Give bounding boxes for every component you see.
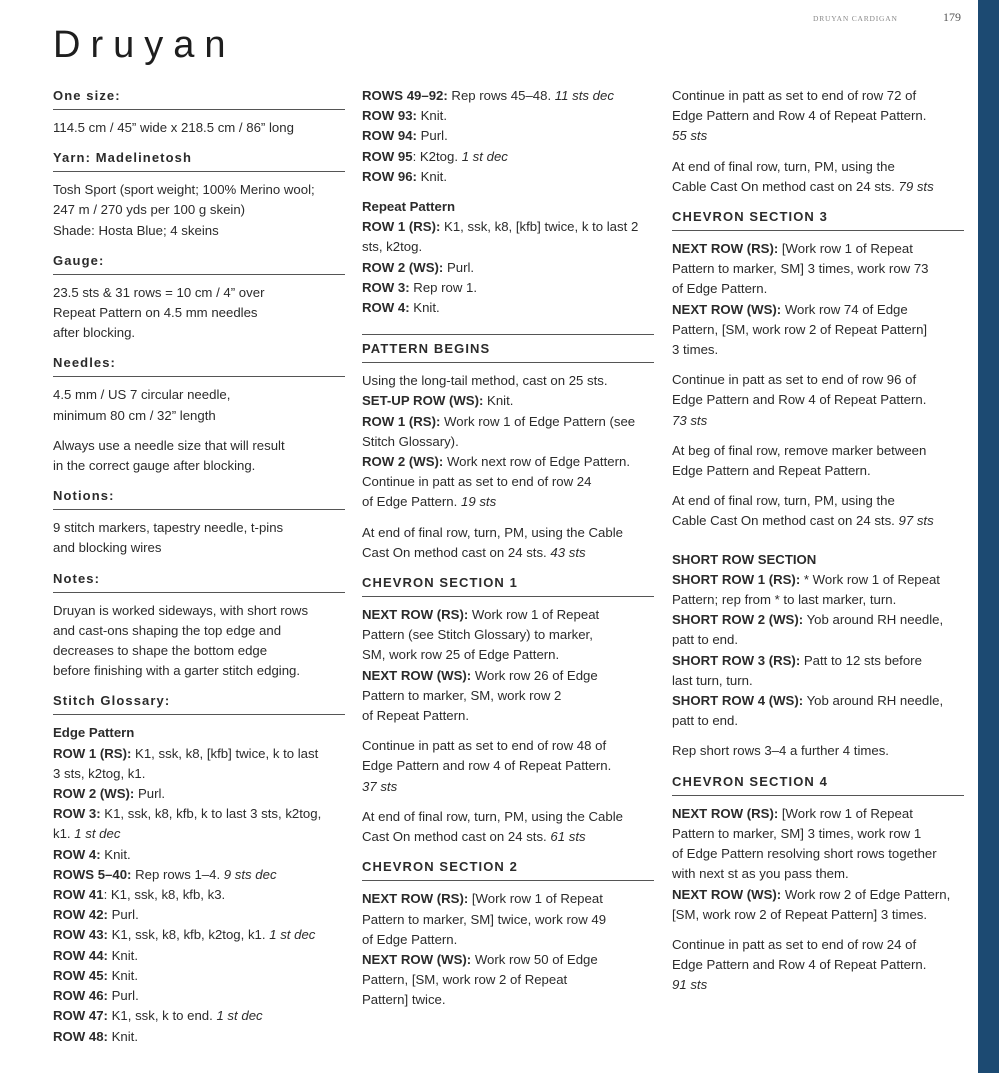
edge-row-42: ROW 42: Purl. <box>53 907 139 923</box>
column-materials <box>53 86 345 1047</box>
edge-row-45: ROW 45: Knit. <box>53 967 139 983</box>
edge-row-96: ROW 96: Knit. <box>362 168 448 184</box>
pattern-begins-heading: PATTERN BEGINS <box>362 334 654 363</box>
edge-row-94: ROW 94: Purl. <box>362 128 448 144</box>
needles-heading: Needles: <box>53 353 345 377</box>
notes-text: Druyan is worked sideways, with short rows and cast-ons shaping the top edge and decreases to shape the bottom edge before finishing with a garter stitch edging. <box>53 602 309 679</box>
size-text: 114.5 cm / 45” wide x 218.5 cm / 86” long <box>53 120 294 135</box>
edge-rows-5-40: ROWS 5–40: Rep rows 1–4. 9 sts dec <box>53 866 277 882</box>
column-instructions-2 <box>672 86 964 1006</box>
chevron-4-heading: CHEVRON SECTION 4 <box>672 772 964 796</box>
glossary-heading: Stitch Glossary: <box>53 691 345 715</box>
chevron-1-continue: Continue in patt as set to end of row 48 of Edge Pattern and row 4 of Repeat Pattern. 37 sts <box>362 738 612 794</box>
page-number: 179 <box>943 10 961 24</box>
chevron-3-next-rows: NEXT ROW (RS): [Work row 1 of Repeat Pattern to marker, SM] 3 times, work row 73 of Edge Pattern. NEXT ROW (WS): Work row 74 of Edge Pattern, [SM, work row 2 of Repeat Pattern] 3 times. <box>672 241 929 358</box>
needles-text: 4.5 mm / US 7 circular needle, minimum 80 cm / 32” length <box>53 387 231 423</box>
short-row-repeat: Rep short rows 3–4 a further 4 times. <box>672 743 889 759</box>
running-header: DRUYAN CARDIGAN <box>813 14 898 23</box>
chevron-3-heading: CHEVRON SECTION 3 <box>672 207 964 231</box>
chevron-1-heading: CHEVRON SECTION 1 <box>362 573 654 597</box>
chevron-2-cast-on: At end of final row, turn, PM, using the Cable Cast On method cast on 24 sts. 79 sts <box>672 158 934 194</box>
edge-row-43: ROW 43: K1, ssk, k8, kfb, k2tog, k1. 1 st dec <box>53 927 316 943</box>
edge-row-1-cont: 3 sts, k2tog, k1. <box>53 765 146 781</box>
repeat-row-1-cont: sts, k2tog. <box>362 239 423 255</box>
chevron-3-cast-on: At end of final row, turn, PM, using the Cable Cast On method cast on 24 sts. 97 sts <box>672 493 934 529</box>
repeat-pattern-heading: Repeat Pattern <box>362 199 456 215</box>
pattern-begins-cast-on: At end of final row, turn, PM, using the Cable Cast On method cast on 24 sts. 43 sts <box>362 524 623 560</box>
pattern-begins-text: Using the long-tail method, cast on 25 sts. SET-UP ROW (WS): Knit. ROW 1 (RS): Work row 1 of Edge Pattern (see Stitch Glossary). ROW 2 (WS): Work next row of Edge Pattern. Continue in patt as set to end of row 24 of Edge Pattern. 19 sts <box>362 373 636 510</box>
repeat-row-1: ROW 1 (RS): K1, ssk, k8, [kfb] twice, k to last 2 <box>362 219 639 235</box>
edge-row-48: ROW 48: Knit. <box>53 1028 139 1044</box>
edge-row-93: ROW 93: Knit. <box>362 108 448 124</box>
yarn-text: Tosh Sport (sport weight; 100% Merino wool; 247 m / 270 yds per 100 g skein) Shade: Hosta Blue; 4 skeins <box>53 182 315 238</box>
pattern-title: Druyan <box>53 24 236 66</box>
repeat-row-3: ROW 3: Rep row 1. <box>362 279 478 295</box>
edge-row-3-cont: k1. 1 st dec <box>53 826 121 842</box>
edge-rows-49-92: ROWS 49–92: Rep rows 45–48. 11 sts dec <box>362 88 614 103</box>
chevron-1-next-rows: NEXT ROW (RS): Work row 1 of Repeat Pattern (see Stitch Glossary) to marker, SM, work row 25 of Edge Pattern. NEXT ROW (WS): Work row 26 of Edge Pattern to marker, SM, work row 2 of Repeat Pattern. <box>362 607 600 724</box>
chevron-3-marker: At beg of final row, remove marker between Edge Pattern and Repeat Pattern. <box>672 442 927 479</box>
repeat-row-4: ROW 4: Knit. <box>362 300 440 316</box>
page-edge-bar <box>978 0 999 1073</box>
yarn-heading: Yarn: Madelinetosh <box>53 148 345 172</box>
edge-pattern-heading: Edge Pattern <box>53 725 135 741</box>
chevron-4-continue: Continue in patt as set to end of row 24 of Edge Pattern and Row 4 of Repeat Pattern. 91 sts <box>672 936 927 993</box>
edge-row-41: ROW 41: K1, ssk, k8, kfb, k3. <box>53 887 226 903</box>
repeat-row-2: ROW 2 (WS): Purl. <box>362 259 475 275</box>
notions-text: 9 stitch markers, tapestry needle, t-pins and blocking wires <box>53 520 284 556</box>
edge-row-2: ROW 2 (WS): Purl. <box>53 786 166 802</box>
gauge-text: 23.5 sts & 31 rows = 10 cm / 4” over Repeat Pattern on 4.5 mm needles after blocking. <box>53 284 265 341</box>
chevron-4-next-rows: NEXT ROW (RS): [Work row 1 of Repeat Pattern to marker, SM] 3 times, work row 1 of Edge Pattern resolving short rows together with next st as you pass them. NEXT ROW (WS): Work row 2 of Edge Pattern, [SM, work row 2 of Repeat Pattern] 3 times. <box>672 805 951 922</box>
edge-row-3: ROW 3: K1, ssk, k8, kfb, k to last 3 sts, k2tog, <box>53 806 322 822</box>
edge-row-46: ROW 46: Purl. <box>53 988 139 1004</box>
chevron-1-cast-on: At end of final row, turn, PM, using the Cable Cast On method cast on 24 sts. 61 sts <box>362 808 623 845</box>
column-instructions-1 <box>362 86 654 1021</box>
short-rows: SHORT ROW 1 (RS): * Work row 1 of Repeat Pattern; rep from * to last marker, turn. SHORT ROW 2 (WS): Yob around RH needle, patt to end. SHORT ROW 3 (RS): Patt to 12 sts before last turn, turn. SHORT ROW 4 (WS): Yob around RH needle, patt to end. <box>672 571 944 729</box>
notes-heading: Notes: <box>53 569 345 593</box>
edge-row-44: ROW 44: Knit. <box>53 947 139 963</box>
short-row-heading: SHORT ROW SECTION <box>672 551 817 567</box>
edge-row-47: ROW 47: K1, ssk, k to end. 1 st dec <box>53 1008 263 1024</box>
notions-heading: Notions: <box>53 486 345 510</box>
edge-row-95: ROW 95: K2tog. 1 st dec <box>362 148 508 164</box>
gauge-heading: Gauge: <box>53 251 345 275</box>
size-heading: One size: <box>53 86 345 110</box>
needles-note: Always use a needle size that will result in the correct gauge after blocking. <box>53 437 285 474</box>
chevron-2-continue: Continue in patt as set to end of row 72 of Edge Pattern and Row 4 of Repeat Pattern. 55 sts <box>672 88 927 144</box>
edge-row-4: ROW 4: Knit. <box>53 846 131 862</box>
chevron-2-next-rows: NEXT ROW (RS): [Work row 1 of Repeat Pattern to marker, SM] twice, work row 49 of Edge Pattern. NEXT ROW (WS): Work row 50 of Edge Pattern, [SM, work row 2 of Repeat Pattern] twice. <box>362 891 607 1008</box>
chevron-2-heading: CHEVRON SECTION 2 <box>362 857 654 881</box>
chevron-3-continue: Continue in patt as set to end of row 96 of Edge Pattern and Row 4 of Repeat Pattern. 73 sts <box>672 372 927 428</box>
edge-row-1: ROW 1 (RS): K1, ssk, k8, [kfb] twice, k to last <box>53 745 319 761</box>
